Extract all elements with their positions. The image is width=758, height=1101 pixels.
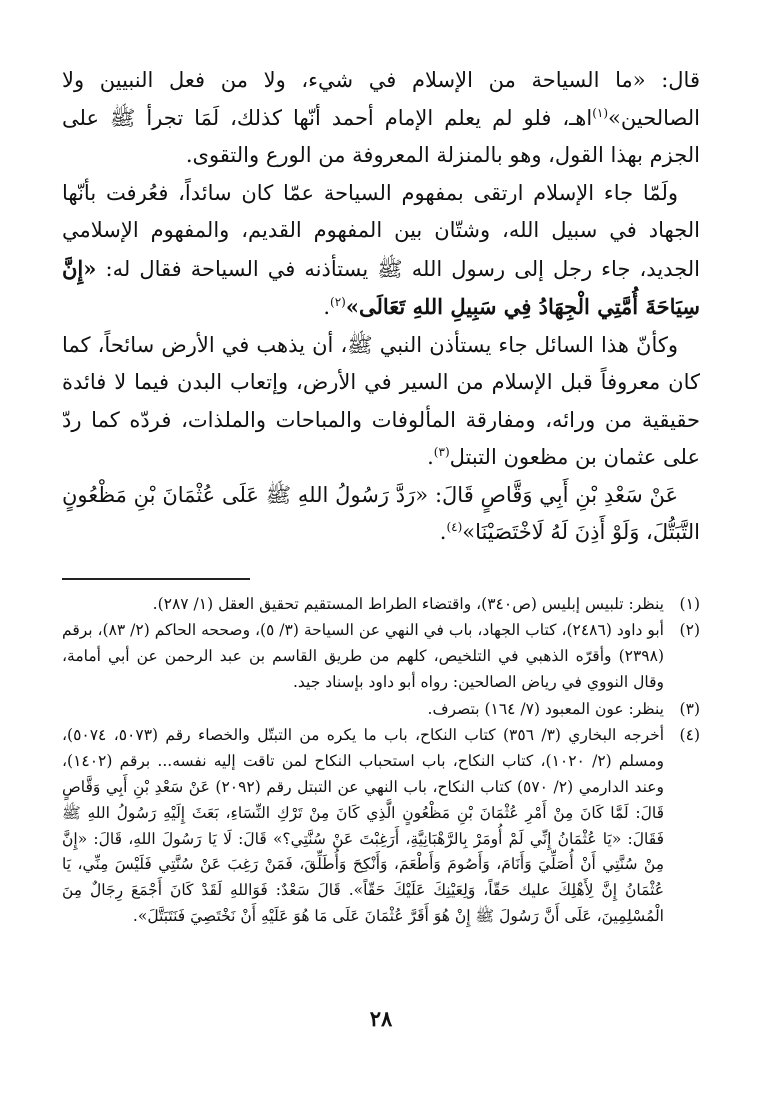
paragraph-text: . [439, 520, 447, 544]
footnote-2 [62, 618, 700, 695]
paragraph-2 [62, 175, 700, 327]
paragraph-text: ولَمّا جاء الإسلام ارتقى بمفهوم السياحة عمّا كان سائداً، فعُرفت بأنّها الجهاد في سبيل الله، وشتّان بين المفهوم القديم، والمفهوم الإسلامي الجديد، جاء رجل إلى رسول الله ﷺ يستأذنه في السياحة فقال له: [62, 180, 700, 281]
main-text [62, 62, 700, 552]
paragraph-text: اهـ، فلو لم يعلم الإمام أحمد أنّها كذلك، لَمَا تجرأ ﷺ على الجزم بهذا القول، وهو بالمنزلة المعروفة من الورع والتقوى. [62, 105, 700, 167]
footnote-text: أبو داود (٢٤٨٦)، كتاب الجهاد، باب في النهي عن السياحة (٣/ ٥)، وصححه الحاكم (٢/ ٨٣)، برقم (٢٣٩٨) وأقرّه الذهبي في التلخيص، كلهم من طريق القاسم بن عبد الرحمن عن أبي أمامة، وقال النووي في رياض الصالحين: رواه أبو داود بإسناد جيد. [62, 621, 664, 691]
footnotes [62, 592, 700, 930]
page-number: ٢٨ [369, 1006, 393, 1031]
book-page [62, 62, 700, 1062]
paragraph-text: . [427, 445, 434, 469]
paragraph-3 [62, 327, 700, 477]
footnote-text: أخرجه البخاري (٣/ ٣٥٦) كتاب النكاح، باب ما يكره من التبتّل والخصاء رقم (٥٠٧٣، ٥٠٧٤)، ومسلم (٢/ ١٠٢٠)، كتاب النكاح، باب استحباب النكاح لمن تاقت إليه نفسه... برقم (١٤٠٢)، وعند الدارمي (٢/ ٥٧٠) كتاب النكاح، باب النهي عن التبتل رقم (٢٠٩٢) عَنْ سَعْدِ بْنِ أَبِي وَقَّاصٍ قَالَ: لَمَّا كَانَ مِنْ أَمْرِ عُثْمَانَ بْنِ مَظْعُونٍ الَّذِي كَانَ مِنْ تَرْكِ النِّسَاءِ، بَعَثَ إِلَيْهِ رَسُولُ اللهِ ﷺ فَقَالَ: «يَا عُثْمَانُ إِنِّي لَمْ أُومَرْ بِالرَّهْبَانِيَّةِ، أَرَغِبْتَ عَنْ سُنَّتِي؟» قَالَ: لَا يَا رَسُولَ اللهِ، قَالَ: «إِنَّ مِنْ سُنَّتِي أَنْ أُصَلِّيَ وَأَنَامَ، وَأَصُومَ وَأَطْعَمَ، وَأَنْكِحَ وَأُطَلِّقَ، فَمَنْ رَغِبَ عَنْ سُنَّتِي فَلَيْسَ مِنِّي، يَا عُثْمَانُ إِنَّ لِأَهْلِكَ عليك حَقّاً، وَلِعَيْنِكَ عَلَيْكَ حَقّاً». قَالَ سَعْدٌ: فَوَاللهِ لَقَدْ كَانَ أَجْمَعَ رِجَالٌ مِنَ الْمُسْلِمِينَ، عَلَى أَنَّ رَسُولَ ﷺ إِنْ هُوَ أَقَرَّ عُثْمَانَ عَلَى مَا هُوَ عَلَيْهِ أَنْ نَخْتَصِيَ فَنَتَبَتَّلَ». [62, 726, 665, 926]
footnote-4 [62, 723, 700, 929]
footnote-text: ينظر: تلبيس إبليس (ص٣٤٠)، واقتضاء الطراط المستقيم تحقيق العقل (١/ ٢٨٧). [152, 594, 664, 613]
footnote-ref-1[interactable]: (١) [592, 105, 609, 120]
paragraph-1 [62, 62, 700, 175]
footnote-number: (٣) [679, 699, 700, 718]
paragraph-text: قال: «ما السياحة من الإسلام في شيء، ولا من فعل النبيين ولا الصالحين» [62, 68, 700, 130]
footnote-1 [62, 592, 700, 618]
footnote-number: (١) [679, 594, 700, 613]
paragraph-text: . [323, 295, 331, 319]
footnote-separator [62, 578, 250, 580]
paragraph-text: وكأنّ هذا السائل جاء يستأذن النبي ﷺ، أن يذهب في الأرض سائحاً، كما كان معروفاً قبل الإسلام من السير في الأرض، وإتعاب البدن فيما لا فائدة حقيقية من ورائه، ومفارقة المألوفات والمباحات والملذات، فردّه كما ردّ على عثمان بن مظعون التبتل [62, 332, 700, 469]
footnote-ref-4[interactable]: (٤) [446, 520, 463, 534]
footnote-3 [62, 697, 700, 723]
hadith-text: عَنْ سَعْدِ بْنِ أَبِي وَقَّاصٍ قَالَ: «رَدَّ رَسُولُ اللهِ ﷺ عَلَى عُثْمَانَ بْنِ مَظْعُونٍ التَّبَتُّلَ، وَلَوْ أَذِنَ لَهُ لَاخْتَصَيْنَا» [62, 482, 700, 544]
footnote-ref-3[interactable]: (٣) [433, 445, 450, 459]
paragraph-4 [62, 477, 700, 552]
footnote-number: (٢) [679, 621, 700, 640]
footnote-number: (٤) [679, 726, 700, 745]
footnote-text: ينظر: عون المعبود (٧/ ١٦٤) بتصرف. [427, 699, 664, 718]
hadith-quote: «إِنَّ سِيَاحَةَ أُمَّتِي الْجِهَادُ فِي سَبِيلِ اللهِ تَعَالَى» [62, 255, 700, 319]
footnote-ref-2[interactable]: (٢) [330, 295, 346, 309]
